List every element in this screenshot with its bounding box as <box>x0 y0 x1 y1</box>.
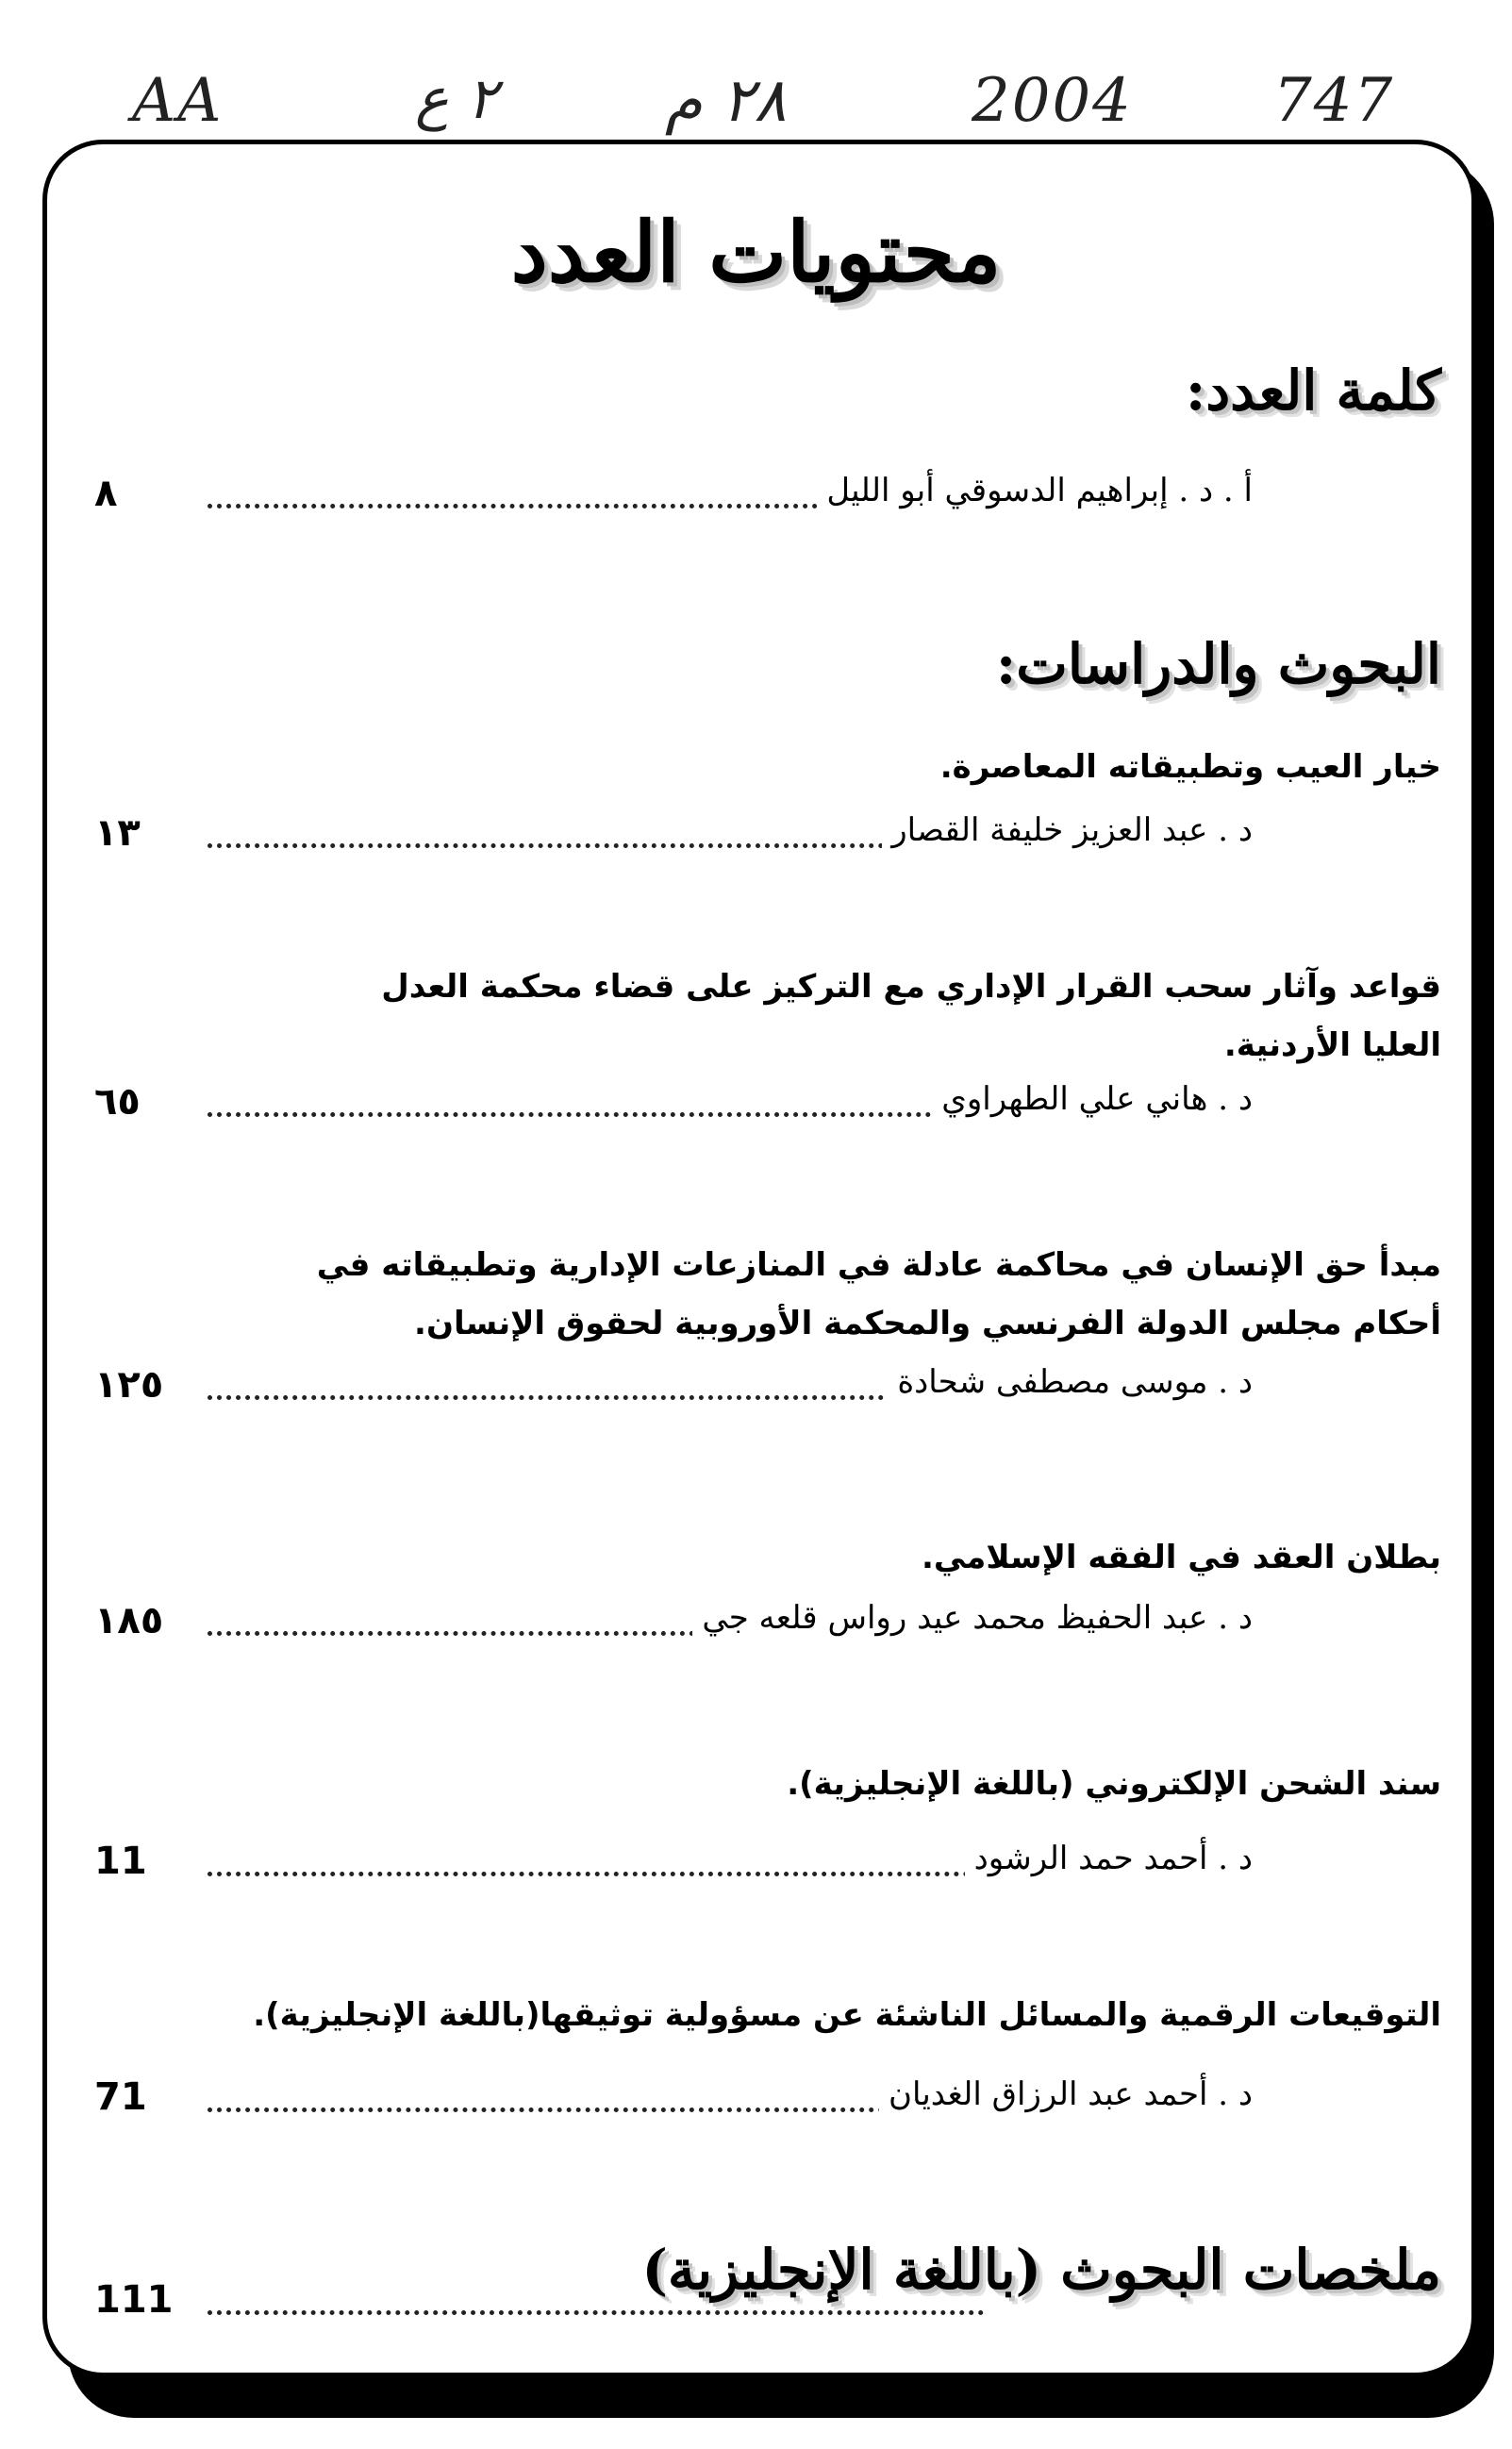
author: د . أحمد حمد الرشود <box>965 1840 1253 1877</box>
page-number: ٨ <box>94 472 118 515</box>
page-number: 11 <box>94 1840 147 1883</box>
author: د . عبد العزيز خليفة القصار <box>882 811 1253 849</box>
article-title-6: التوقيعات الرقمية والمسائل الناشئة عن مسؤولية توثيقها(باللغة الإنجليزية). <box>253 1996 1441 2034</box>
summaries-heading[interactable]: ملخصات البحوث (باللغة الإنجليزية) <box>641 2238 1441 2302</box>
article-entry-2[interactable] <box>94 1080 1253 1137</box>
intro-entry[interactable] <box>94 472 1253 528</box>
page-number: ١٣ <box>94 811 141 855</box>
page-number: ١٢٥ <box>94 1363 164 1407</box>
author: د . أحمد عبد الرزاق الغديان <box>879 2075 1253 2113</box>
handwritten-code: AA <box>132 66 224 136</box>
article-entry-6[interactable] <box>94 2075 1253 2132</box>
page-number: 111 <box>94 2278 174 2322</box>
page-title: محتويات العدد <box>510 203 1002 301</box>
handwritten-day: ٢٨ م <box>665 66 787 136</box>
research-heading: البحوث والدراسات: <box>995 632 1441 696</box>
page-number: 71 <box>94 2075 147 2119</box>
intro-heading: كلمة العدد: <box>1185 358 1441 423</box>
article-title-1: خيار العيب وتطبيقاته المعاصرة. <box>939 748 1441 786</box>
handwritten-year: 2004 <box>972 66 1133 136</box>
article-entry-4[interactable] <box>94 1599 1253 1656</box>
page-number: ٦٥ <box>94 1080 141 1124</box>
handwritten-number: 747 <box>1273 66 1395 136</box>
article-title-2: قواعد وآثار سحب القرار الإداري مع التركيز على قضاء محكمة العدل العليا الأردنية. <box>381 968 1441 1064</box>
article-entry-1[interactable] <box>94 811 1253 868</box>
page-number: ١٨٥ <box>94 1599 164 1642</box>
leader-dots <box>208 2310 984 2315</box>
article-title-4: بطلان العقد في الفقه الإسلامي. <box>921 1539 1441 1576</box>
article-title-3: مبدأ حق الإنسان في محاكمة عادلة في المنازعات الإدارية وتطبيقاته في أحكام مجلس الدولة الفرنسي والمحكمة الأوروبية لحقوق الإنسان. <box>316 1246 1441 1342</box>
author: د . موسى مصطفى شحادة <box>888 1363 1253 1401</box>
author: د . هاني علي الطهراوي <box>932 1080 1253 1118</box>
summaries-entry <box>94 2278 984 2335</box>
author: د . عبد الحفيظ محمد عيد رواس قلعه جي <box>692 1599 1253 1637</box>
article-title-5: سند الشحن الإلكتروني (باللغة الإنجليزية). <box>787 1765 1441 1803</box>
author: أ . د . إبراهيم الدسوقي أبو الليل <box>817 472 1253 509</box>
handwritten-part: ٢ ع <box>415 66 498 132</box>
article-entry-3[interactable] <box>94 1363 1253 1420</box>
article-entry-5[interactable] <box>94 1840 1253 1896</box>
